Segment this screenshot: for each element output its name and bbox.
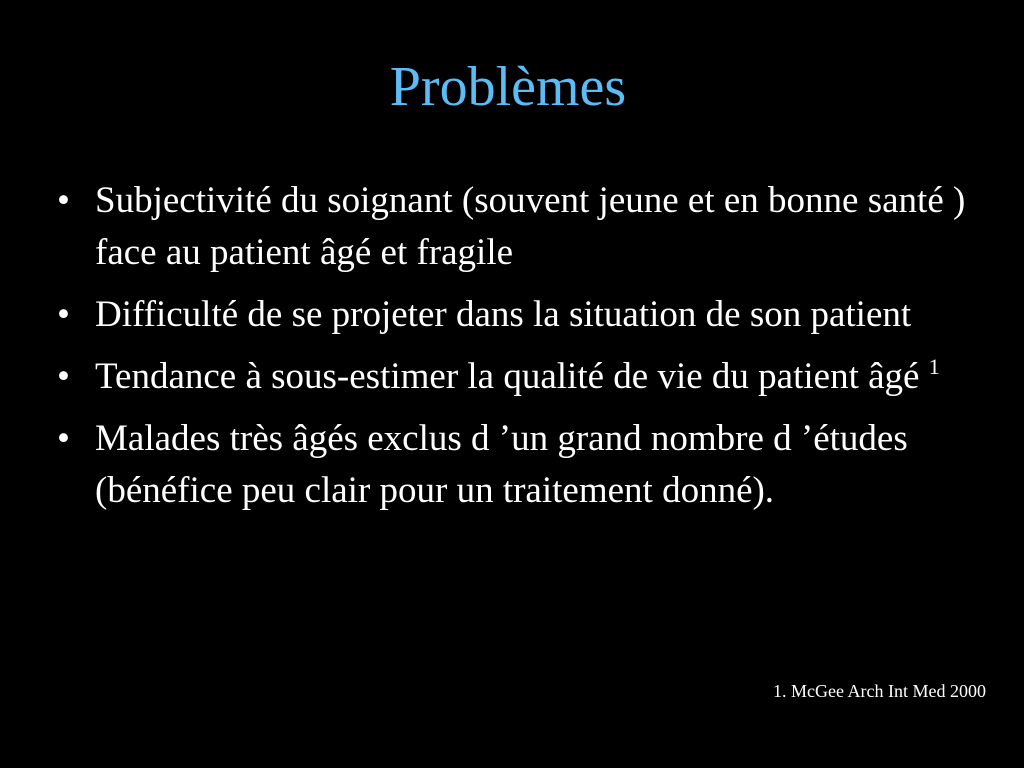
bullet-text: Difficulté de se projeter dans la situation de son patient [95, 294, 912, 335]
bullet-item [55, 351, 985, 403]
bullet-text: Malades très âgés exclus d ’un grand nombre d ’études (bénéfice peu clair pour un traitement donné). [95, 418, 908, 511]
bullet-icon: • [57, 356, 70, 397]
footnote-citation: 1. McGee Arch Int Med 2000 [773, 681, 986, 701]
bullet-item [55, 175, 985, 279]
bullet-icon: • [57, 418, 70, 459]
bullet-icon: • [57, 180, 70, 221]
bullet-text: Tendance à sous-estimer la qualité de vie du patient âgé [95, 356, 929, 397]
footnote-reference: 1 [928, 354, 940, 379]
bullet-item [55, 289, 985, 341]
slide-title: Problèmes [389, 56, 627, 118]
bullet-list [55, 175, 985, 527]
bullet-text: Subjectivité du soignant (souvent jeune et en bonne santé ) face au patient âgé et fragile [95, 180, 966, 273]
bullet-icon: • [57, 294, 70, 335]
bullet-item [55, 413, 985, 517]
